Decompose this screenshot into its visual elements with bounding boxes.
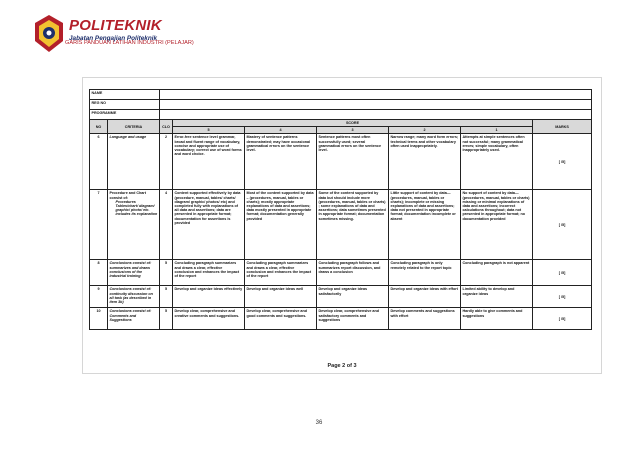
- score-4-descriptor: Develop and organize ideas well: [245, 286, 317, 308]
- marks-field[interactable]: [ /5]: [533, 286, 592, 308]
- row-clo: 5: [160, 308, 173, 330]
- row-clo: 5: [160, 286, 173, 308]
- meta-label: NAME: [90, 90, 160, 100]
- header-marks: MARKS: [533, 120, 592, 134]
- score-1-descriptor: No support of content by data—(procedures, manual, tables or charts) missing or minimal explanations of data and assertions; incorrect calculations throughout; data not presented in appropriate format; no documentation provided: [461, 190, 533, 260]
- table-row: [90, 190, 592, 260]
- row-no: 7: [90, 190, 108, 260]
- row-criteria: Language and usage: [108, 134, 160, 190]
- score-level: 4: [245, 127, 317, 134]
- sheet-page-indicator: Page 2 of 3: [327, 363, 357, 369]
- row-criteria: Conclusions consist of: Comments and Suggestions: [108, 308, 160, 330]
- meta-row-name: [90, 90, 592, 100]
- page-number: 36: [315, 420, 323, 426]
- header-criteria: CRITERIA: [108, 120, 160, 134]
- marks-field[interactable]: [ /5]: [533, 308, 592, 330]
- marks-field[interactable]: [ /5]: [533, 134, 592, 190]
- table-row: [90, 260, 592, 286]
- header-no: NO: [90, 120, 108, 134]
- meta-row-programme: [90, 110, 592, 120]
- politeknik-logo: [33, 14, 203, 56]
- score-1-descriptor: Attempts at simple sentences often not successful; many grammatical errors; simple vocabulary, often inappropriately used.: [461, 134, 533, 190]
- score-5-descriptor: Develop and organize ideas effectively: [173, 286, 245, 308]
- table-row: [90, 286, 592, 308]
- brand-name: POLITEKNIK: [69, 17, 162, 34]
- row-criteria: Procedure and Chart consist of:: [109, 191, 146, 200]
- score-1-descriptor: Concluding paragraph is not apparent: [461, 260, 533, 286]
- marks-field[interactable]: [ /5]: [533, 260, 592, 286]
- rubric-sheet: [82, 77, 602, 374]
- score-3-descriptor: Concluding paragraph follows and summarizes report discussion, and draws a conclusion: [317, 260, 389, 286]
- score-1-descriptor: Limited ability to develop and organize ideas: [461, 286, 533, 308]
- row-criteria-cell: [108, 190, 160, 260]
- score-level: 3: [317, 127, 389, 134]
- score-4-descriptor: Develop clear, comprehensive and good comments and suggestions.: [245, 308, 317, 330]
- score-5-descriptor: Error-free sentence level grammar, broad and fluent range of vocabulary, concise and appropriate use of vocabulary; correct use of word forms and word choice.: [173, 134, 245, 190]
- score-2-descriptor: Concluding paragraph is only remotely related to the report topic: [389, 260, 461, 286]
- meta-value-field[interactable]: [160, 110, 592, 120]
- row-no: 6: [90, 134, 108, 190]
- score-3-descriptor: Develop and organize ideas satisfactorily: [317, 286, 389, 308]
- score-3-descriptor: Some of the content supported by data but should include more (procedures, manual, tables or charts) ; some explanations of data and assertions; data sometimes presented in appropriate format; documentation sometimes missing.: [317, 190, 389, 260]
- meta-value-field[interactable]: [160, 90, 592, 100]
- document-label: GARIS PANDUAN LATIHAN INDUSTRI (PELAJAR): [65, 40, 194, 46]
- row-no: 9: [90, 286, 108, 308]
- score-2-descriptor: Little support of content by data—(procedures, manual, tables or charts); incomplete or missing explanations of data and assertions; data not presented in appropriate format; documentation incomplete or absent: [389, 190, 461, 260]
- score-4-descriptor: Concluding paragraph summarizes and draws a clear, effective conclusion and enhances the impact of the report: [245, 260, 317, 286]
- marks-field[interactable]: [ /5]: [533, 190, 592, 260]
- score-2-descriptor: Develop and organize ideas with effort: [389, 286, 461, 308]
- score-1-descriptor: Hardly able to give comments and suggestions: [461, 308, 533, 330]
- score-level: 5: [173, 127, 245, 134]
- score-5-descriptor: Concluding paragraph summarizes and draws a clear, effective conclusion and enhances the impact of the report: [173, 260, 245, 286]
- header-clo: CLO: [160, 120, 173, 134]
- row-clo: 5: [160, 260, 173, 286]
- header-score: SCORE: [173, 120, 533, 127]
- score-3-descriptor: Sentence patterns most often successfully used; several grammatical errors on the sentence level.: [317, 134, 389, 190]
- row-clo: 4: [160, 190, 173, 260]
- row-no: 8: [90, 260, 108, 286]
- score-2-descriptor: Narrow range; many word form errors; technical terms and other vocabulary often used inappropriately.: [389, 134, 461, 190]
- meta-value-field[interactable]: [160, 100, 592, 110]
- score-5-descriptor: Develop clear, comprehensive and creative comments and suggestions.: [173, 308, 245, 330]
- rubric-table: [89, 89, 592, 330]
- table-row: [90, 308, 592, 330]
- criteria-item: • Procedures: [116, 200, 158, 204]
- row-no: 10: [90, 308, 108, 330]
- score-3-descriptor: Develop clear, comprehensive and satisfactory comments and suggestions: [317, 308, 389, 330]
- score-level: 2: [389, 127, 461, 134]
- politeknik-emblem-icon: [33, 14, 65, 54]
- score-2-descriptor: Develop comments and suggestions with effort: [389, 308, 461, 330]
- criteria-list: [110, 200, 158, 217]
- header-row-score: [90, 120, 592, 127]
- score-4-descriptor: Mastery of sentence patterns demonstrated; may have occasional grammatical errors on the sentence level.: [245, 134, 317, 190]
- meta-label: REG NO: [90, 100, 160, 110]
- score-level: 1: [461, 127, 533, 134]
- meta-label: PROGRAMME: [90, 110, 160, 120]
- meta-row-regno: [90, 100, 592, 110]
- row-criteria: Conclusions consist of: continuity discussion on all task (as described in item 3b): [108, 286, 160, 308]
- table-row: [90, 134, 592, 190]
- score-4-descriptor: Most of the content supported by data – (procedures, manual, tables or charts); mostly appropriate explanations of data and assertions; data mostly presented in appropriate format; documentation generally provided: [245, 190, 317, 260]
- row-clo: 2: [160, 134, 173, 190]
- score-5-descriptor: Content supported effectively by data (procedure, manual, tables/ charts/ diagram/ graphic/ photos/ etc) and completed fully with explanations of all data and assertions; data are presented in appropriate format; documentation for assertions is provided: [173, 190, 245, 260]
- criteria-item: • Tables/chart/ diagram/ graphic/ photo/ etc. includes its explanation: [116, 204, 158, 217]
- brand-subtitle: Jabatan Pengajian Politeknik: [69, 35, 158, 42]
- row-criteria: Conclusions consist of: summarizes and draws conclusions of the industrial training: [108, 260, 160, 286]
